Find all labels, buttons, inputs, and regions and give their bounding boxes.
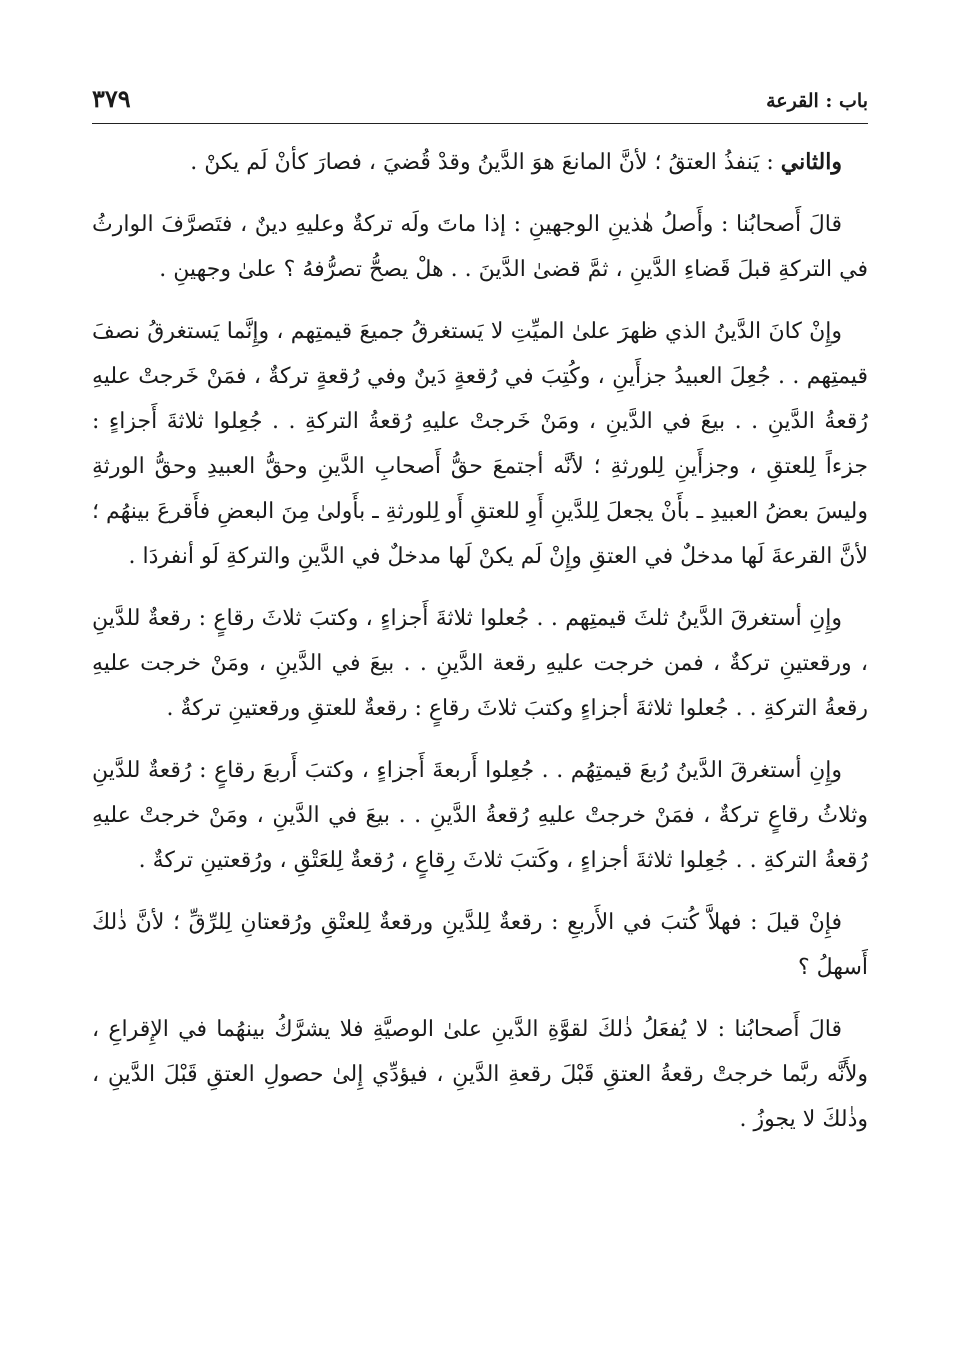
paragraph-5 — [92, 748, 868, 883]
paragraph-text: وإِنِ أستغرقَ الدَّينُ ثلثَ قيمتِهم . . جُعلوا ثلاثةَ أَجزاءٍ ، وكتبَ ثلاثَ رقاعٍ : رقعةٌ للدَّينِ ، ورقعتينِ تركةٌ ، فمن خرجت عليهِ رقعة الدَّينِ . . بيعَ في الدَّينِ ، ومَنْ خرجت عليهِ رقعةُ التركةِ . . جُعلوا ثلاثةَ أجزاءٍ وكتبَ ثلاثَ رقاعٍ : رقعةٌ للعتقِ ورقعتينِ تركةٌ . — [92, 606, 868, 721]
paragraph-7 — [92, 1007, 868, 1142]
paragraph-3 — [92, 309, 868, 579]
page-number: ٣٧٩ — [92, 84, 131, 113]
paragraph-2 — [92, 202, 868, 292]
header-divider — [92, 123, 868, 124]
main-text — [92, 140, 868, 1159]
paragraph-text: قالَ أَصحابُنا : لا يُفعَلُ ذٰلكَ لقوَّةِ الدَّينِ علىٰ الوصيَّةِ فلا يشرَّكُ بينهُما في الإِقراعِ ، ولأَنَّه ربَّما خرجتْ رقعةُ العتقِ قَبْلَ رقعةِ الدَّينِ ، فيؤدِّي إِلىٰ حصولِ العتقِ قَبْلَ الدَّينِ ، وذٰلكَ لا يجوزُ . — [92, 1017, 868, 1132]
running-header — [92, 84, 868, 124]
paragraph-text: : يَنفذُ العتقُ ؛ لأنَّ المانعَ هوَ الدَّينُ وقدْ قُضيَ ، فصارَ كأنْ لَم يكنْ . — [190, 150, 781, 175]
paragraph-1 — [92, 140, 868, 185]
paragraph-4 — [92, 596, 868, 731]
paragraph-lead: والثاني — [780, 149, 842, 175]
chapter-title: باب : القرعة — [766, 90, 868, 112]
paragraph-text: فإِنْ قيلَ : فهلاَّ كُتبَ في الأَربعِ : رقعةٌ لِلدَّينِ ورقعةٌ لِلعتْقِ ورُقعتانِ لِلرِّقِّ ؛ لأنَّ ذٰلكَ أَسهلُ ؟ — [92, 910, 868, 980]
paragraph-text: قالَ أَصحابُنا : وأَصلُ هٰذينِ الوجهينِ : إذا ماتَ ولَه تركةٌ وعليهِ دينٌ ، فتَصرَّفَ الوارثُ في التركةِ قبلَ قَضاءِ الدَّينِ ، ثمَّ قضىٰ الدَّينَ . . هلْ يصحُّ تصرُّفهُ ؟ علىٰ وجهينِ . — [92, 212, 868, 282]
paragraph-text: وإِنِ أستغرقَ الدَّينُ رُبعَ قيمتِهُم . . جُعِلوا أَربعةَ أَجزاءٍ ، وكتبَ أَربعَ رقاعٍ : رُقعةٌ للدَّينِ وثلاثُ رقاعٍ تركةٌ ، فمَنْ خرجتْ عليهِ رُقعةُ الدَّينِ . . بيعَ في الدَّينِ ، ومَنْ خرجتْ عليهِ رُقعةُ التركةِ . . جُعِلوا ثلاثةَ أجزاءٍ ، وكَتبَ ثلاثَ رِقاعٍ ، رُقعةٌ لِلعَتْقِ ، ورُقعتينِ تركةٌ . — [92, 758, 869, 873]
paragraph-text: وإِنْ كانَ الدَّينُ الذي ظهرَ علىٰ الميِّتِ لا يَستغرقُ جميعَ قيمتِهم ، وإِنَّما يَستغرقُ نصفَ قيمتِهم . . جُعِلَ العبيدُ جزأَينِ ، وكُتِبَ في رُقعةٍ دَينٌ وفي رُقعةٍ تركةٌ ، فمَنْ خَرجتْ عليهِ رُقعةُ الدَّينِ . . بيعَ في الدَّينِ ، ومَنْ خَرجتْ عليهِ رُقعةُ التركةِ . . جُعِلوا ثلاثةَ أَجزاءٍ : جزءاً لِلعتقِ ، وجزأَينِ لِلورثةِ ؛ لأنَّه أجتمعَ حقُّ أَصحابِ الدَّينِ وحقُّ العبيدِ وحقُّ الورثةِ وليسَ بعضُ العبيدِ ـ بأَنْ يجعلَ لِلدَّينِ أَوِ للعتقِ أَو لِلورثةِ ـ بأَولىٰ مِنَ البعضِ فأَقرعَ بينهُم ؛ لأنَّ القرعةَ لَها مدخلٌ في العتقِ وإِنْ لَم يكنْ لَها مدخلٌ في الدَّينِ والتركةِ لَو أنفردَا . — [92, 319, 868, 569]
paragraph-6 — [92, 900, 868, 990]
